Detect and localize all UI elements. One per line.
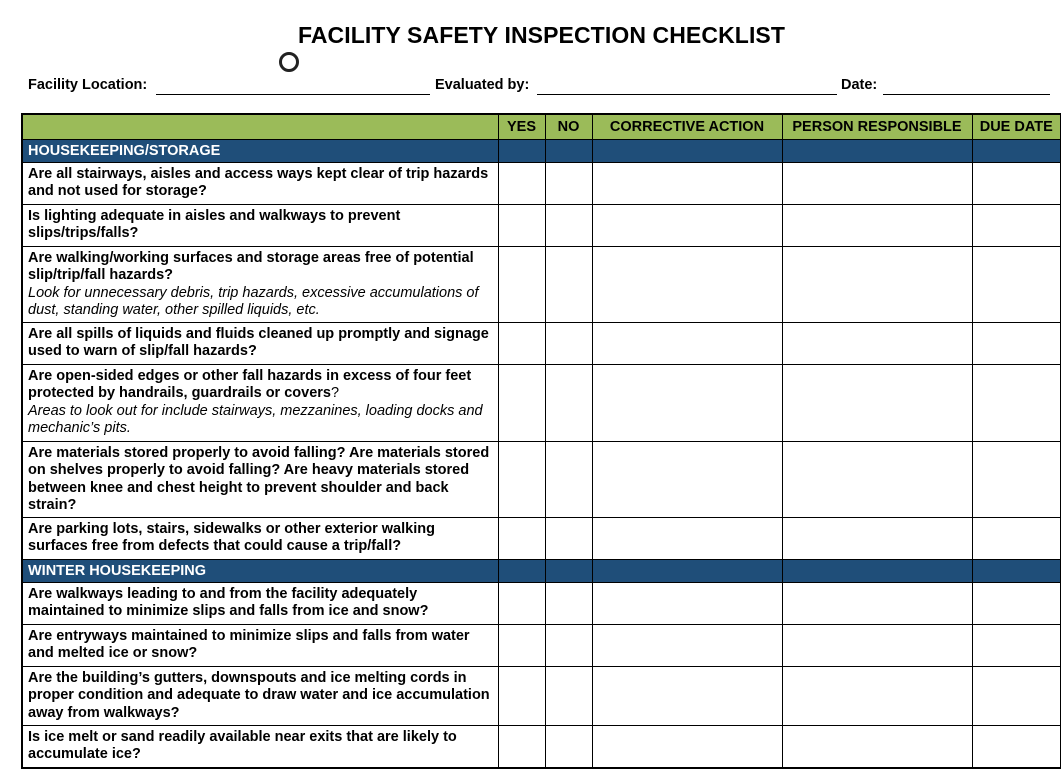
yes-cell[interactable] bbox=[498, 323, 545, 365]
cursor-circle-icon bbox=[279, 52, 299, 72]
no-cell[interactable] bbox=[545, 247, 592, 323]
person-responsible-cell[interactable] bbox=[782, 667, 972, 726]
column-header-no: NO bbox=[545, 114, 592, 140]
question-text: Are all spills of liquids and fluids cleaned up promptly and signage used to warn of slip/fall hazards? bbox=[28, 326, 489, 360]
no-cell[interactable] bbox=[545, 583, 592, 625]
no-cell[interactable] bbox=[545, 518, 592, 560]
question-cell bbox=[22, 442, 498, 518]
question-text: Is ice melt or sand readily available near exits that are likely to accumulate ice? bbox=[28, 729, 457, 763]
person-responsible-cell[interactable] bbox=[782, 365, 972, 442]
question-text: Is lighting adequate in aisles and walkways to prevent slips/trips/falls? bbox=[28, 208, 401, 242]
due-date-cell[interactable] bbox=[972, 163, 1061, 205]
person-responsible-cell[interactable] bbox=[782, 163, 972, 205]
question-cell bbox=[22, 247, 498, 323]
checklist-row bbox=[22, 247, 1061, 323]
corrective-action-cell[interactable] bbox=[592, 625, 782, 667]
column-header-row bbox=[22, 114, 1061, 140]
section-header-cell bbox=[545, 140, 592, 163]
no-cell[interactable] bbox=[545, 726, 592, 768]
question-text: Are materials stored properly to avoid falling? Are materials stored on shelves properly to avoid falling? Are heavy materials stored between knee and chest height to prevent shoulder and back strain? bbox=[28, 445, 490, 513]
corrective-action-cell[interactable] bbox=[592, 518, 782, 560]
due-date-cell[interactable] bbox=[972, 205, 1061, 247]
facility-location-field[interactable] bbox=[156, 94, 430, 95]
question-text: Are the building’s gutters, downspouts and ice melting cords in proper condition and adequate to draw water and ice accumulation away from walkways? bbox=[28, 670, 490, 721]
no-cell[interactable] bbox=[545, 365, 592, 442]
date-field[interactable] bbox=[883, 94, 1050, 95]
question-cell bbox=[22, 726, 498, 768]
no-cell[interactable] bbox=[545, 163, 592, 205]
corrective-action-cell[interactable] bbox=[592, 365, 782, 442]
no-cell[interactable] bbox=[545, 323, 592, 365]
question-note: Areas to look out for include stairways, mezzanines, loading docks and mechanic’s pits. bbox=[28, 402, 483, 436]
no-cell[interactable] bbox=[545, 442, 592, 518]
section-header-cell bbox=[498, 560, 545, 583]
question-cell bbox=[22, 518, 498, 560]
question-text: Are parking lots, stairs, sidewalks or other exterior walking surfaces free from defects that could cause a trip/fall? bbox=[28, 521, 435, 555]
section-header-cell bbox=[972, 140, 1061, 163]
person-responsible-cell[interactable] bbox=[782, 726, 972, 768]
corrective-action-cell[interactable] bbox=[592, 726, 782, 768]
question-column-header bbox=[22, 114, 498, 140]
due-date-cell[interactable] bbox=[972, 726, 1061, 768]
checklist-row bbox=[22, 518, 1061, 560]
question-cell bbox=[22, 163, 498, 205]
yes-cell[interactable] bbox=[498, 247, 545, 323]
due-date-cell[interactable] bbox=[972, 365, 1061, 442]
no-cell[interactable] bbox=[545, 667, 592, 726]
column-header-corrective-action: CORRECTIVE ACTION bbox=[592, 114, 782, 140]
checklist-row bbox=[22, 583, 1061, 625]
question-cell bbox=[22, 365, 498, 442]
question-cell bbox=[22, 205, 498, 247]
question-text: Are walking/working surfaces and storage areas free of potential slip/trip/fall hazards? bbox=[28, 250, 474, 284]
person-responsible-cell[interactable] bbox=[782, 442, 972, 518]
due-date-cell[interactable] bbox=[972, 247, 1061, 323]
column-header-person-responsible: PERSON RESPONSIBLE bbox=[782, 114, 972, 140]
due-date-cell[interactable] bbox=[972, 518, 1061, 560]
section-header-cell bbox=[592, 140, 782, 163]
person-responsible-cell[interactable] bbox=[782, 323, 972, 365]
section-header-row bbox=[22, 140, 1061, 163]
question-cell bbox=[22, 625, 498, 667]
checklist-row bbox=[22, 205, 1061, 247]
person-responsible-cell[interactable] bbox=[782, 583, 972, 625]
person-responsible-cell[interactable] bbox=[782, 625, 972, 667]
due-date-cell[interactable] bbox=[972, 583, 1061, 625]
person-responsible-cell[interactable] bbox=[782, 518, 972, 560]
question-cell bbox=[22, 583, 498, 625]
question-note: Look for unnecessary debris, trip hazards, excessive accumulations of dust, standing water, other spilled liquids, etc. bbox=[28, 284, 479, 318]
page-title: FACILITY SAFETY INSPECTION CHECKLIST bbox=[297, 22, 786, 48]
person-responsible-cell[interactable] bbox=[782, 205, 972, 247]
corrective-action-cell[interactable] bbox=[592, 323, 782, 365]
question-text: Are open-sided edges or other fall hazards in excess of four feet protected by handrails, guardrails or covers bbox=[28, 368, 472, 402]
checklist-row bbox=[22, 323, 1061, 365]
corrective-action-cell[interactable] bbox=[592, 163, 782, 205]
yes-cell[interactable] bbox=[498, 625, 545, 667]
yes-cell[interactable] bbox=[498, 442, 545, 518]
question-cell bbox=[22, 323, 498, 365]
due-date-cell[interactable] bbox=[972, 667, 1061, 726]
corrective-action-cell[interactable] bbox=[592, 247, 782, 323]
section-header-cell bbox=[592, 560, 782, 583]
question-text: Are walkways leading to and from the facility adequately maintained to minimize slips and falls from ice and snow? bbox=[28, 586, 429, 620]
yes-cell[interactable] bbox=[498, 726, 545, 768]
question-suffix: ? bbox=[331, 385, 340, 402]
question-text: Are entryways maintained to minimize slips and falls from water and melted ice or snow? bbox=[28, 628, 470, 662]
yes-cell[interactable] bbox=[498, 583, 545, 625]
facility-location-label: Facility Location: bbox=[28, 77, 148, 93]
column-header-yes: YES bbox=[498, 114, 545, 140]
section-heading: HOUSEKEEPING/STORAGE bbox=[22, 140, 498, 163]
section-header-cell bbox=[545, 560, 592, 583]
evaluated-by-label: Evaluated by: bbox=[435, 77, 530, 93]
question-cell bbox=[22, 667, 498, 726]
checklist-row bbox=[22, 625, 1061, 667]
checklist-row bbox=[22, 163, 1061, 205]
due-date-cell[interactable] bbox=[972, 625, 1061, 667]
header-fields bbox=[28, 77, 1053, 97]
yes-cell[interactable] bbox=[498, 518, 545, 560]
checklist-row bbox=[22, 365, 1061, 442]
checklist-table bbox=[21, 113, 1061, 769]
corrective-action-cell[interactable] bbox=[592, 667, 782, 726]
evaluated-by-field[interactable] bbox=[537, 94, 837, 95]
corrective-action-cell[interactable] bbox=[592, 583, 782, 625]
section-header-cell bbox=[782, 140, 972, 163]
corrective-action-cell[interactable] bbox=[592, 205, 782, 247]
column-header-due-date: DUE DATE bbox=[972, 114, 1061, 140]
yes-cell[interactable] bbox=[498, 163, 545, 205]
section-header-cell bbox=[498, 140, 545, 163]
section-heading: WINTER HOUSEKEEPING bbox=[22, 560, 498, 583]
section-header-row bbox=[22, 560, 1061, 583]
section-header-cell bbox=[782, 560, 972, 583]
due-date-cell[interactable] bbox=[972, 442, 1061, 518]
no-cell[interactable] bbox=[545, 205, 592, 247]
checklist-row bbox=[22, 442, 1061, 518]
no-cell[interactable] bbox=[545, 625, 592, 667]
date-label: Date: bbox=[841, 77, 878, 93]
question-text: Are all stairways, aisles and access ways kept clear of trip hazards and not used for storage? bbox=[28, 166, 489, 200]
yes-cell[interactable] bbox=[498, 205, 545, 247]
checklist-row bbox=[22, 726, 1061, 768]
section-header-cell bbox=[972, 560, 1061, 583]
corrective-action-cell[interactable] bbox=[592, 442, 782, 518]
yes-cell[interactable] bbox=[498, 667, 545, 726]
yes-cell[interactable] bbox=[498, 365, 545, 442]
checklist-row bbox=[22, 667, 1061, 726]
person-responsible-cell[interactable] bbox=[782, 247, 972, 323]
due-date-cell[interactable] bbox=[972, 323, 1061, 365]
